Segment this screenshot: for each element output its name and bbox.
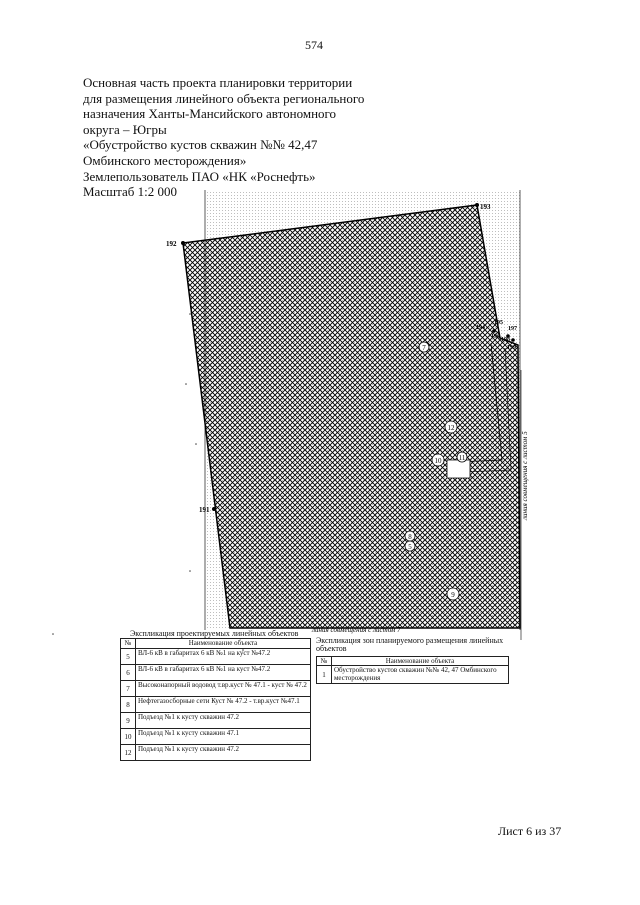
row-name: Нефтегазосборные сети Куст № 47.2 - т.вр.куст №47.1 (136, 697, 311, 713)
row-name: Подъезд №1 к кусту скважин 47.2 (136, 713, 311, 729)
scan-speck (189, 570, 191, 572)
row-name: Подъезд №1 к кусту скважин 47.2 (136, 745, 311, 761)
boundary-point (511, 338, 515, 342)
scan-speck (185, 383, 187, 385)
table-row (121, 665, 311, 681)
boundary-point (212, 507, 216, 511)
table-header-row (317, 657, 509, 666)
row-number: 5 (121, 649, 136, 665)
point-label: 198 (501, 337, 510, 343)
header-line: Масштаб 1:2 000 (83, 184, 177, 200)
row-number: 8 (121, 697, 136, 713)
table-row (121, 649, 311, 665)
header-line: Основная часть проекта планировки территории (83, 75, 353, 90)
header-line: «Обустройство кустов скважин №№ 42,47 (83, 137, 318, 153)
row-number: 6 (121, 665, 136, 681)
object-marker-label: 11 (458, 454, 466, 462)
table-header-row (121, 639, 311, 649)
table2-title: Экспликация зон планируемого размещения линейных объектов (316, 636, 504, 653)
row-number: 7 (121, 681, 136, 697)
row-number: 9 (121, 713, 136, 729)
table-row (121, 681, 311, 697)
row-name: ВЛ-6 кВ в габаритах 6 кВ №1 на куст №47.2 (136, 665, 311, 681)
row-number: 1 (317, 666, 332, 684)
point-label: 195 (494, 320, 503, 326)
table-row (121, 745, 311, 761)
header-line: назначения Ханты-Мансийского автономного (83, 106, 337, 122)
row-name: Обустройство кустов скважин №№ 42, 47 Омбинского месторождения (332, 666, 509, 684)
boundary-point (181, 241, 185, 245)
linear-objects-table (120, 638, 311, 761)
point-label: 193 (480, 203, 491, 211)
header-line: Омбинского месторождения» (83, 152, 247, 168)
well-pad-outline (447, 460, 470, 478)
point-label: 194 (476, 325, 485, 331)
table-row (121, 713, 311, 729)
header-line: для размещения линейного объекта регионального (83, 90, 365, 106)
row-name: Подъезд №1 к кусту скважин 47.1 (136, 729, 311, 745)
point-label: 191 (199, 506, 210, 514)
column-header: № (317, 657, 332, 666)
sheet-number: Лист 6 из 37 (498, 824, 562, 838)
row-number: 12 (121, 745, 136, 761)
row-name: Высоконапорный водовод т.вр.куст № 47.1 - куст № 47.2 (136, 681, 311, 697)
object-marker-label: 5 (408, 543, 412, 551)
point-label: 199 (507, 345, 516, 351)
match-line-label: линия совмещения с листом 7 (312, 626, 401, 634)
header-line: округа – Югры (83, 121, 167, 137)
table1-title: Экспликация проектируемых линейных объектов (130, 629, 299, 638)
match-line-label: линия совмещения с листом 5 (521, 431, 529, 520)
object-marker-label: 7 (422, 344, 426, 352)
table-row (121, 697, 311, 713)
scan-speck (189, 313, 191, 315)
planning-zone (183, 205, 520, 628)
planning-zones-table (316, 656, 509, 684)
point-label: 196 (491, 334, 500, 340)
header-line: Землепользователь ПАО «НК «Роснефть» (83, 168, 316, 184)
column-header: № (121, 639, 136, 649)
column-header: Наименование объекта (136, 639, 311, 649)
object-marker-label: 9 (451, 591, 455, 599)
table-row (121, 729, 311, 745)
object-marker-label: 10 (434, 457, 442, 465)
page-number: 574 (305, 38, 323, 52)
boundary-point (475, 203, 479, 207)
scan-speck (52, 633, 54, 635)
scan-speck (195, 443, 197, 445)
object-marker-label: 8 (408, 533, 412, 541)
row-number: 10 (121, 729, 136, 745)
point-label: 192 (166, 240, 177, 248)
object-marker-label: 12 (447, 424, 455, 432)
boundary-point (492, 329, 496, 333)
point-label: 197 (508, 326, 517, 332)
column-header: Наименование объекта (332, 657, 509, 666)
row-name: ВЛ-6 кВ в габаритах 6 кВ №1 на куст №47.2 (136, 649, 311, 665)
table-row (317, 666, 509, 684)
